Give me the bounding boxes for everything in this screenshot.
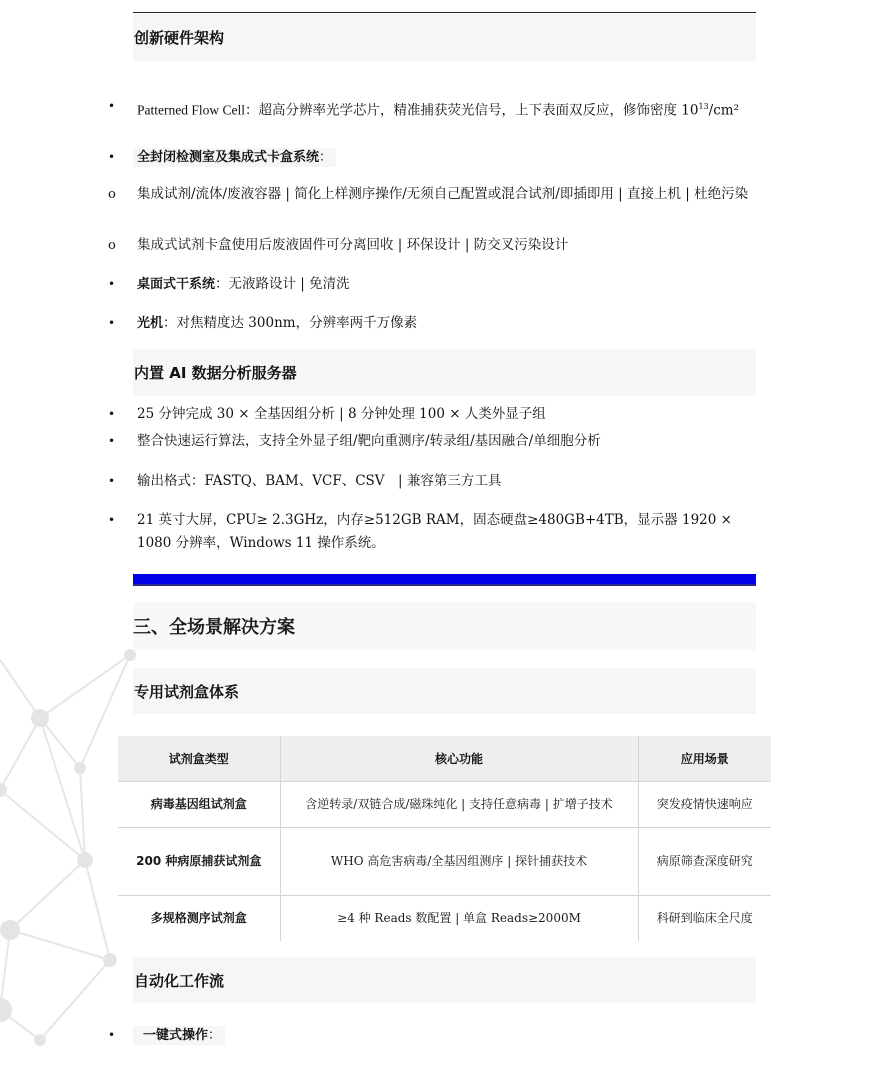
- flow-cell-sup: 13: [698, 102, 709, 111]
- bullet-filled: •: [108, 316, 116, 330]
- ai-item-text: 输出格式：FASTQ、BAM、VCF、CSV | 兼容第三方工具: [137, 473, 502, 489]
- heading-ai-server: [133, 349, 756, 396]
- bullet-filled: •: [108, 434, 116, 448]
- optics-label: 光机: [137, 316, 164, 331]
- section-heading-solutions: [133, 602, 756, 650]
- kit-table: [118, 736, 771, 941]
- bullet-filled: •: [108, 407, 116, 421]
- table-cell-kit-type: 病毒基因组试剂盒: [118, 781, 280, 827]
- heading-workflow: [133, 957, 756, 1003]
- table-cell-function: ≥4 种 Reads 数配置 | 单盒 Reads≥2000M: [280, 895, 638, 941]
- ai-item-text: 25 分钟完成 30 × 全基因组分析 | 8 分钟处理 100 × 人类外显子组: [137, 406, 546, 422]
- table-cell-kit-type: 200 种病原捕获试剂盒: [118, 827, 280, 895]
- heading-kit-system-text: 专用试剂盒体系: [134, 682, 240, 701]
- ai-item-text: 整合快速运行算法，支持全外显子组/靶向重测序/转录组/基因融合/单细胞分析: [137, 433, 601, 449]
- one-click-label: 一键式操作：: [133, 1026, 225, 1045]
- table-cell-function: WHO 高危害病毒/全基因组测序 | 探针捕获技术: [280, 827, 638, 895]
- desktop-label: 桌面式干系统: [137, 277, 216, 292]
- bullet-hollow: o: [108, 238, 116, 253]
- ai-item-text: 21 英寸大屏，CPU≥ 2.3GHz，内存≥512GB RAM，固态硬盘≥480GB+4TB，显示器 1920 × 1080 分辨率，Windows 11 操作系统。: [137, 512, 732, 551]
- table-cell-scenario: 突发疫情快速响应: [638, 781, 771, 827]
- table-row: [118, 827, 771, 895]
- closed-system-label: 全封闭检测室及集成式卡盒系统：: [133, 148, 336, 167]
- section-divider-bar: [133, 574, 756, 586]
- heading-hardware: [133, 14, 756, 61]
- table-row: [118, 781, 771, 827]
- table-cell-function: 含逆转录/双链合成/磁珠纯化 | 支持任意病毒 | 扩增子技术: [280, 781, 638, 827]
- bullet-filled: •: [108, 150, 116, 164]
- desktop-text: ：无液路设计 | 免清洗: [215, 276, 350, 292]
- table-row: [118, 895, 771, 941]
- bullet-filled: •: [108, 513, 116, 527]
- heading-workflow-text: 自动化工作流: [134, 971, 225, 990]
- sub-item-text: 集成试剂/流体/废液容器 | 简化上样测序操作/无须自己配置或混合试剂/即插即用 | 直接上机 | 杜绝污染: [137, 186, 749, 202]
- table-header-cell: 应用场景: [638, 736, 771, 781]
- top-divider: [133, 12, 756, 13]
- bullet-filled: •: [108, 474, 116, 488]
- table-header-cell: 核心功能: [280, 736, 638, 781]
- table-header-row: [118, 736, 771, 781]
- table-cell-kit-type: 多规格测序试剂盒: [118, 895, 280, 941]
- bullet-hollow: o: [108, 187, 116, 202]
- bullet-filled: •: [108, 277, 116, 291]
- heading-ai-server-text: 内置 AI 数据分析服务器: [134, 364, 297, 382]
- heading-hardware-text: 创新硬件架构: [134, 29, 225, 47]
- heading-kit-system: [133, 668, 756, 714]
- optics-text: ：对焦精度达 300nm，分辨率两千万像素: [163, 315, 418, 331]
- table-cell-scenario: 病原筛查深度研究: [638, 827, 771, 895]
- section-heading-solutions-text: 三、全场景解决方案: [133, 617, 295, 638]
- flow-cell-label: Patterned Flow Cell: [137, 102, 245, 118]
- bullet-filled: •: [108, 1028, 116, 1042]
- flow-cell-text: ：超高分辨率光学芯片，精准捕获荧光信号，上下表面双反应，修饰密度 10: [245, 102, 699, 119]
- sub-item-text: 集成式试剂卡盒使用后废液固件可分离回收 | 环保设计 | 防交叉污染设计: [137, 237, 569, 253]
- bullet-filled: •: [108, 99, 116, 113]
- flow-cell-unit: /cm²: [708, 102, 739, 119]
- table-cell-scenario: 科研到临床全尺度: [638, 895, 771, 941]
- table-header-cell: 试剂盒类型: [118, 736, 280, 781]
